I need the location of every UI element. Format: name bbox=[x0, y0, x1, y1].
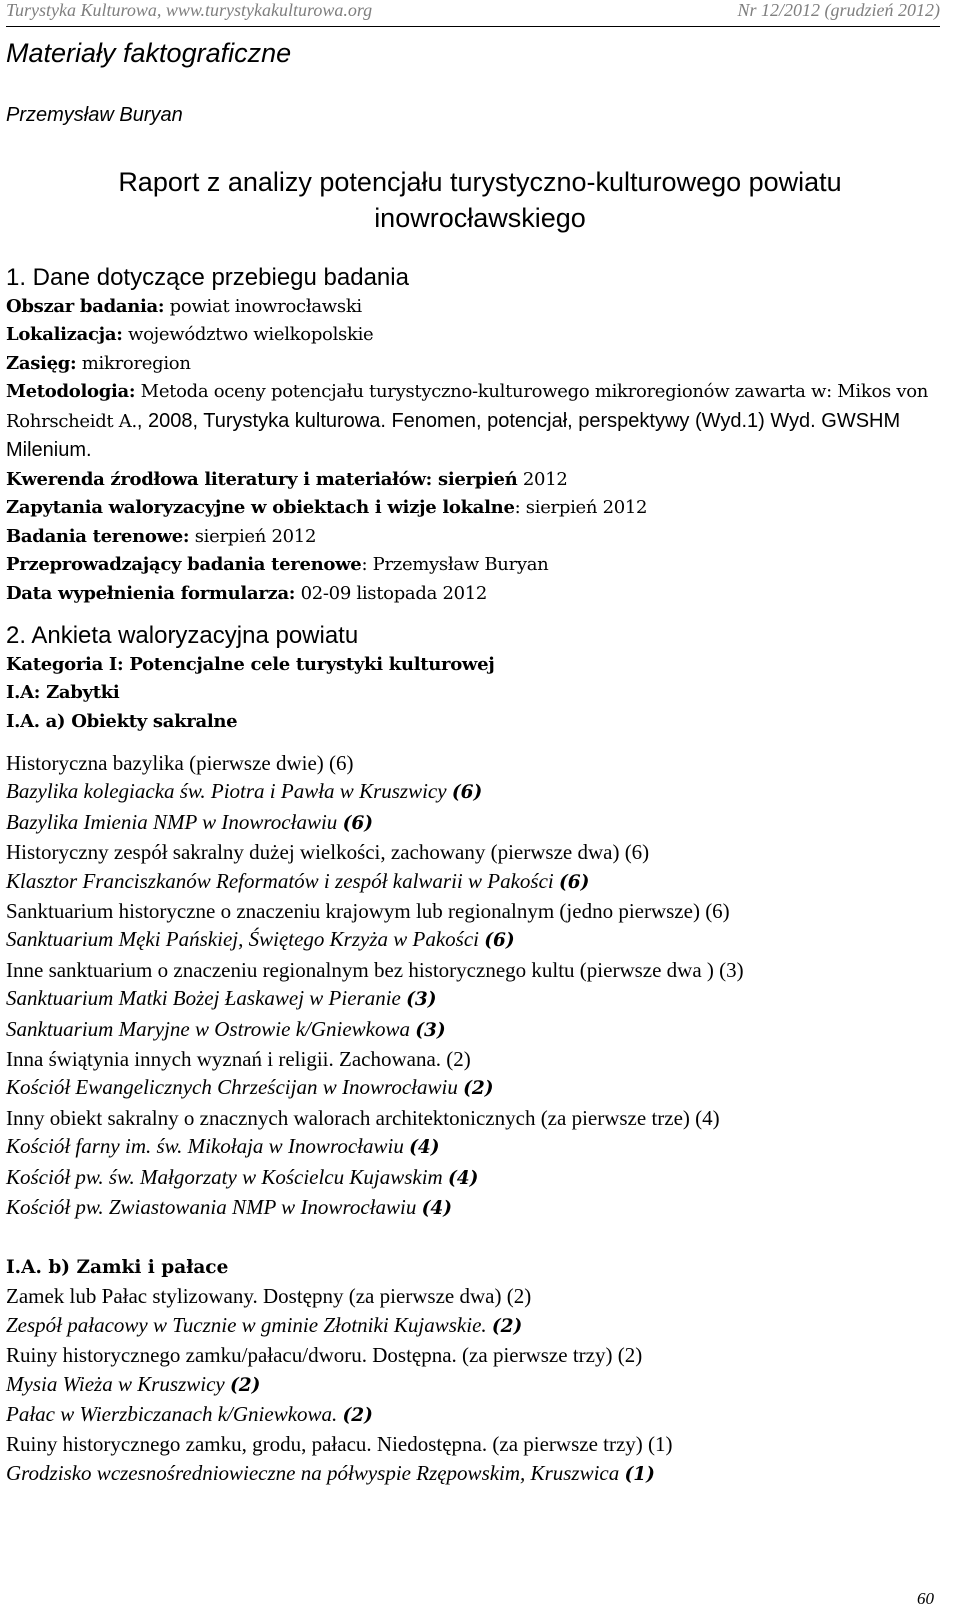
field-zapytania bbox=[6, 494, 931, 523]
list-item-object bbox=[6, 1132, 936, 1162]
list-item-text: Kościół pw. św. Małgorzaty w Kościelcu Kujawskim bbox=[6, 1164, 448, 1189]
list-item-text: Inna świątynia innych wyznań i religii. Zachowana. (2) bbox=[6, 1047, 471, 1072]
field-badania-terenowe bbox=[6, 523, 931, 552]
list-item-score: (2) bbox=[230, 1374, 261, 1396]
study-details bbox=[6, 264, 931, 736]
list-item-text: Kościół farny im. św. Mikołaja w Inowrocławiu bbox=[6, 1134, 410, 1159]
list-item-text: Inne sanktuarium o znaczeniu regionalnym bez historycznego kultu (pierwsze dwa ) (3) bbox=[6, 957, 744, 982]
list-item-criterion bbox=[6, 897, 936, 925]
group-heading-sakralne bbox=[6, 708, 931, 737]
list-item-text: Sanktuarium historyczne o znaczeniu krajowym lub regionalnym (jedno pierwsze) (6) bbox=[6, 899, 730, 924]
list-item-object bbox=[6, 984, 936, 1014]
list-item-score: (2) bbox=[463, 1078, 494, 1100]
list-item-text: Mysia Wieża w Kruszwicy bbox=[6, 1371, 230, 1396]
field-data-wypelnienia bbox=[6, 580, 931, 609]
list-item-score: (2) bbox=[342, 1404, 373, 1426]
list-item-text: Inny obiekt sakralny o znacznych walorach architektonicznych (za pierwsze trze) (4) bbox=[6, 1105, 720, 1130]
field-kwerenda bbox=[6, 466, 931, 495]
list-sakralne bbox=[6, 749, 936, 1224]
field-metodologia bbox=[6, 378, 931, 466]
field-value: 02-09 listopada 2012 bbox=[295, 582, 488, 604]
list-zamki bbox=[6, 1282, 936, 1489]
list-item-text: Klasztor Franciszkanów Reformatów i zespół kalwarii w Pakości bbox=[6, 868, 560, 893]
category-heading bbox=[6, 651, 931, 680]
group-label: I.A. a) Obiekty sakralne bbox=[6, 710, 238, 732]
field-label: Metodologia: bbox=[6, 381, 136, 402]
list-item-text: Zamek lub Pałac stylizowany. Dostępny (za pierwsze dwa) (2) bbox=[6, 1284, 532, 1309]
list-item-score: (4) bbox=[421, 1198, 452, 1220]
field-label: Obszar badania: bbox=[6, 295, 165, 317]
list-item-criterion bbox=[6, 956, 936, 984]
list-item-score: (6) bbox=[342, 812, 373, 834]
field-value: województwo wielkopolskie bbox=[122, 324, 374, 345]
field-label: Przeprowadzający badania terenowe bbox=[6, 554, 362, 575]
field-value: sierpień 2012 bbox=[189, 525, 317, 547]
group-label: I.A. b) Zamki i pałace bbox=[6, 1256, 229, 1278]
subcategory-label: I.A: Zabytki bbox=[6, 682, 120, 703]
list-item-criterion bbox=[6, 1430, 936, 1458]
list-item-text: Sanktuarium Matki Bożej Łaskawej w Pieranie bbox=[6, 986, 407, 1011]
list-item-text: Historyczny zespół sakralny dużej wielkości, zachowany (pierwsze dwa) (6) bbox=[6, 840, 650, 865]
field-obszar bbox=[6, 293, 931, 322]
list-item-object bbox=[6, 1370, 936, 1400]
list-item-object bbox=[6, 1400, 936, 1430]
list-item-text: Grodzisko wczesnośredniowieczne na półwyspie Rzępowskim, Kruszwica bbox=[6, 1460, 625, 1485]
report-title-line1: Raport z analizy potencjału turystyczno-kulturowego powiatu bbox=[118, 167, 842, 197]
page-number: 60 bbox=[917, 1589, 934, 1608]
field-lokalizacja bbox=[6, 321, 931, 350]
list-item-object bbox=[6, 777, 936, 807]
heading-1: 1. Dane dotyczące przebiegu badania bbox=[6, 264, 409, 291]
list-item-text: Sanktuarium Męki Pańskiej, Świętego Krzyża w Pakości bbox=[6, 927, 485, 952]
subcategory-heading bbox=[6, 679, 931, 708]
list-item-score: (4) bbox=[447, 1167, 479, 1189]
field-przeprowadzajacy bbox=[6, 551, 931, 580]
heading-2: 2. Ankieta waloryzacyjna powiatu bbox=[6, 622, 359, 649]
list-item-object bbox=[6, 1311, 936, 1341]
list-item-object bbox=[6, 1193, 936, 1223]
field-label: Data wypełnienia formularza: bbox=[6, 582, 296, 604]
list-item-object bbox=[6, 1163, 936, 1193]
field-zasieg bbox=[6, 350, 931, 379]
list-item-criterion bbox=[6, 1104, 936, 1132]
author: Przemysław Buryan bbox=[6, 104, 183, 126]
spacer bbox=[6, 1224, 936, 1252]
running-header bbox=[6, 0, 940, 27]
list-item-text: Bazylika Imienia NMP w Inowrocławiu bbox=[6, 809, 343, 834]
list-item-score: (3) bbox=[406, 989, 437, 1011]
field-value: powiat inowrocławski bbox=[164, 295, 362, 317]
header-journal: Turystyka Kulturowa, www.turystykakulturowa.org bbox=[6, 0, 373, 20]
field-value: mikroregion bbox=[76, 352, 191, 374]
list-item-text: Pałac w Wierzbiczanach k/Gniewkowa. bbox=[6, 1401, 343, 1426]
list-item-text: Sanktuarium Maryjne w Ostrowie k/Gniewkowa bbox=[6, 1016, 416, 1041]
field-label: Kwerenda źrodłowa literatury i materiałów: sierpień bbox=[6, 468, 518, 490]
list-item-criterion bbox=[6, 1282, 936, 1310]
field-value: 2012 bbox=[517, 468, 568, 490]
field-label: Lokalizacja: bbox=[6, 324, 123, 345]
list-item-object bbox=[6, 867, 936, 897]
list-item-score: (3) bbox=[415, 1019, 446, 1041]
field-value: : sierpień 2012 bbox=[514, 497, 648, 518]
list-item-text: Ruiny historycznego zamku/pałacu/dworu. Dostępna. (za pierwsze trzy) (2) bbox=[6, 1343, 643, 1368]
list-item-object bbox=[6, 1073, 936, 1103]
list-item-criterion bbox=[6, 1045, 936, 1073]
list-item-object bbox=[6, 1459, 936, 1489]
spacer bbox=[6, 608, 931, 622]
field-value: Metoda oceny potencjału turystyczno-kulturowego mikroregionów zawarta w: Mikos von Rohrscheidt A. bbox=[6, 381, 929, 432]
list-item-text: Ruiny historycznego zamku, grodu, pałacu. Niedostępna. (za pierwsze trzy) (1) bbox=[6, 1432, 673, 1457]
list-item-score: (6) bbox=[451, 782, 483, 804]
list-item-criterion bbox=[6, 838, 936, 866]
header-issue: Nr 12/2012 (grudzień 2012) bbox=[737, 0, 940, 20]
list-item-text: Historyczna bazylika (pierwsze dwie) (6) bbox=[6, 751, 354, 775]
list-item-score: (6) bbox=[559, 871, 590, 893]
list-item-text: Kościół Ewangelicznych Chrześcijan w Inowrocławiu bbox=[6, 1075, 464, 1100]
list-item-score: (6) bbox=[484, 930, 515, 952]
field-label: Zapytania waloryzacyjne w obiektach i wizje lokalne bbox=[6, 497, 515, 518]
list-item-text: Kościół pw. Zwiastowania NMP w Inowrocławiu bbox=[6, 1195, 422, 1220]
category-label: Kategoria I: Potencjalne cele turystyki kulturowej bbox=[6, 653, 495, 675]
list-item-score: (1) bbox=[624, 1463, 655, 1485]
list-item-object bbox=[6, 808, 936, 838]
field-label: Badania terenowe: bbox=[6, 525, 190, 547]
group-heading-zamki bbox=[6, 1252, 936, 1282]
list-item-text: Zespół pałacowy w Tucznie w gminie Złotniki Kujawskie. bbox=[6, 1312, 492, 1337]
report-title-line2: inowrocławskiego bbox=[374, 203, 586, 233]
section-title: Materiały faktograficzne bbox=[6, 38, 292, 68]
list-item-object bbox=[6, 1015, 936, 1045]
list-item-score: (2) bbox=[491, 1315, 523, 1337]
field-value: : Przemysław Buryan bbox=[361, 554, 549, 575]
field-value-cont: , 2008, Turystyka kulturowa. Fenomen, potencjał, perspektywy (Wyd.1) Wyd. GWSHM Milenium. bbox=[6, 409, 901, 461]
list-item-text: Bazylika kolegiacka św. Piotra i Pawła w Kruszwicy bbox=[6, 779, 452, 804]
list-item-score: (4) bbox=[409, 1137, 440, 1159]
field-label: Zasięg: bbox=[6, 352, 77, 374]
valuation-list bbox=[6, 749, 936, 1489]
list-item-criterion bbox=[6, 749, 936, 777]
list-item-criterion bbox=[6, 1341, 936, 1369]
list-item-object bbox=[6, 925, 936, 955]
report-title bbox=[60, 164, 900, 236]
